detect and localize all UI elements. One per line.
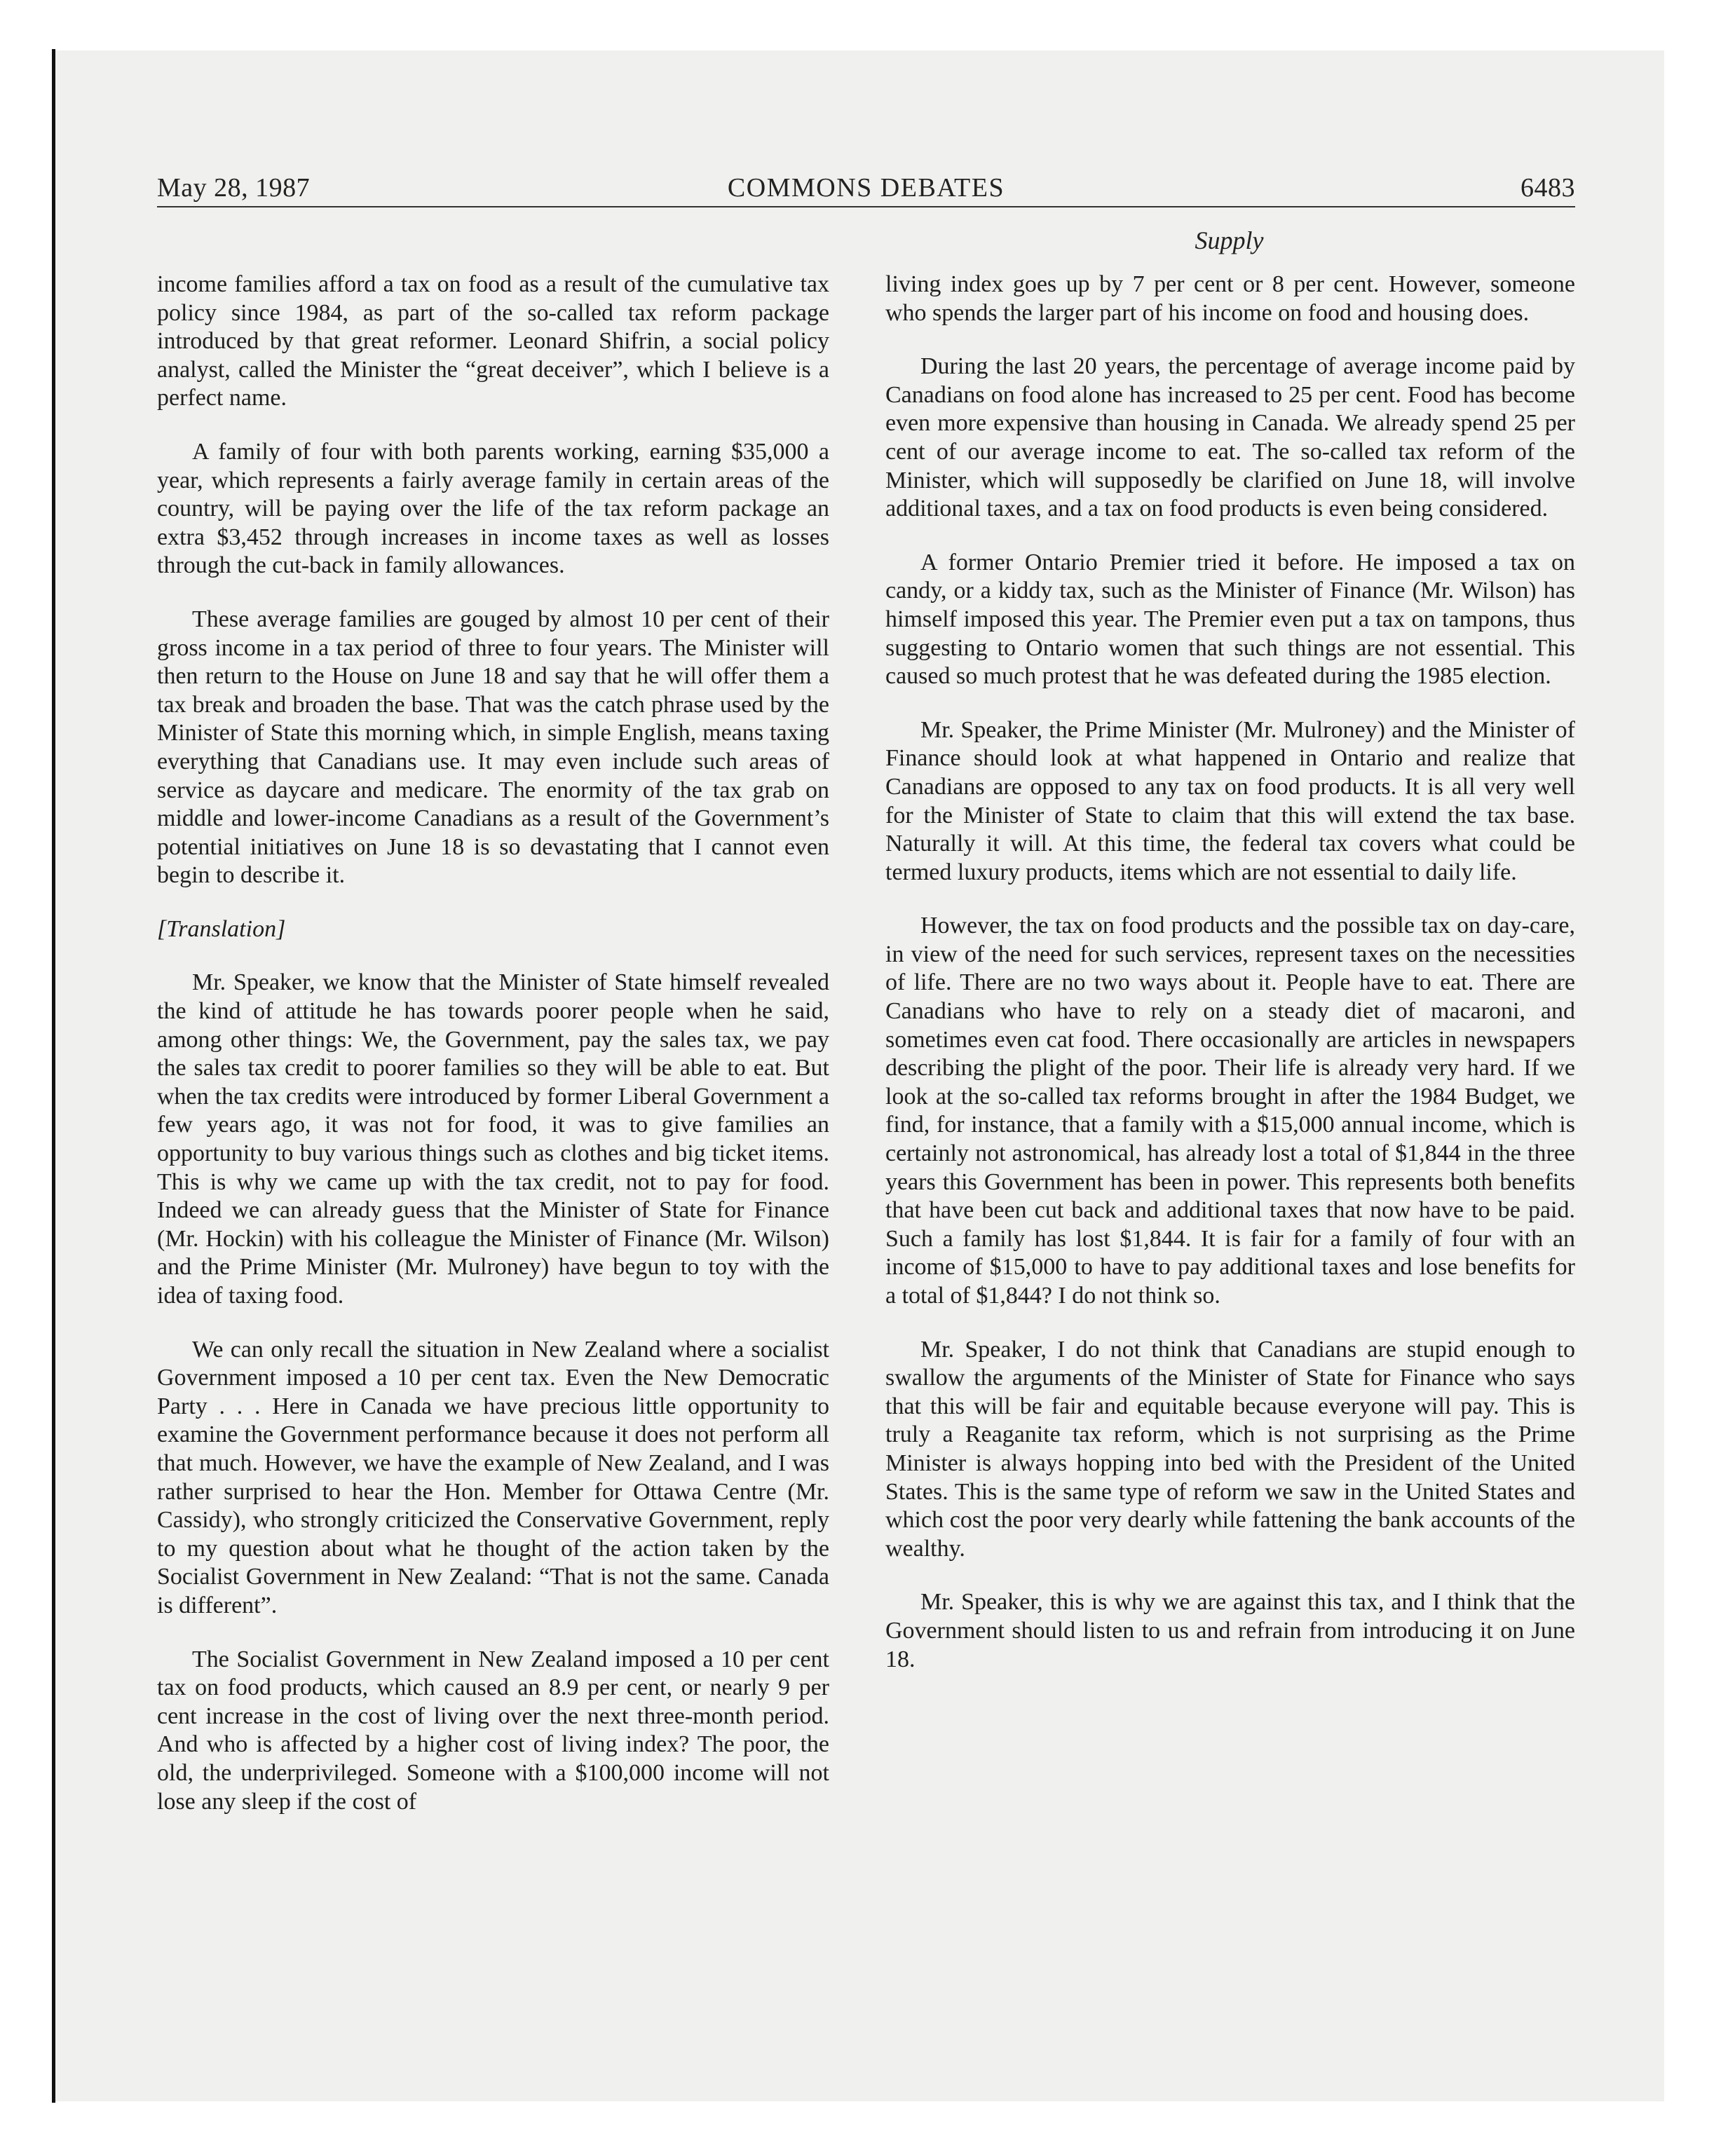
- paragraph: The Socialist Government in New Zealand imposed a 10 per cent tax on food products, which caused an 8.9 per cent, or nearly 9 per cent increase in the cost of living over the next three-month period. And who is affected by a higher cost of living index? The poor, the old, the underprivileged. Someone with a $100,000 income will not lose any sleep if the cost of: [157, 1646, 829, 1815]
- paragraph: However, the tax on food products and the possible tax on day-care, in view of the need for such services, represent taxes on the necessities of life. There are no two ways about it. People have to eat. There are Canadians who have to rely on a steady diet of macaroni, and sometimes even cat food. There occasionally are articles in newspapers describing the plight of the poor. Their life is already very hard. If we look at the so-called tax reforms brought in after the 1984 Budget, we find, for instance, that a family with a $15,000 annual income, which is certainly not astronomical, has already lost a total of $1,844 in the three years this Government has been in power. This represents both benefits that have been cut back and additional taxes that now have to be paid. Such a family has lost $1,844. It is fair for a family of four with an income of $15,000 to have to pay additional taxes and lose benefits for a total of $1,844? I do not think so.: [885, 913, 1575, 1309]
- paragraph: income families afford a tax on food as a result of the cumulative tax policy since 1984, as part of the so-called tax reform package introduced by that great reformer. Leonard Shifrin, a social policy analyst, called the Minister the “great deceiver”, which I believe is a perfect name.: [157, 271, 829, 411]
- header-title: COMMONS DEBATES: [727, 173, 1005, 203]
- paragraph: Mr. Speaker, the Prime Minister (Mr. Mulroney) and the Minister of Finance should look at what happened in Ontario and realize that Canadians are opposed to any tax on food products. It is all very well for the Minister of State to claim that this will extend the tax base. Naturally it will. At this time, the federal tax covers what could be termed luxury products, items which are not essential to daily life.: [885, 716, 1575, 885]
- paragraph: We can only recall the situation in New Zealand where a socialist Government imposed a 10 per cent tax. Even the New Democratic Party . . . Here in Canada we have precious little opportunity to examine the Government performance because it does not perform all that much. However, we have the example of New Zealand, and I was rather surprised to hear the Hon. Member for Ottawa Centre (Mr. Cassidy), who strongly criticized the Conservative Government, reply to my question about what he thought of the action taken by the Socialist Government in New Zealand: “That is not the same. Canada is different”.: [157, 1336, 829, 1618]
- paragraph: Mr. Speaker, we know that the Minister of State himself revealed the kind of attitude he has towards poorer people when he said, among other things: We, the Government, pay the sales tax, we pay the sales tax credit to poorer families so they will be able to eat. But when the tax credits were introduced by former Liberal Government a few years ago, it was not for food, it was to give families an opportunity to buy various things such as clothes and big ticket items. This is why we came up with the tax credit, not to pay for food. Indeed we can already guess that the Minister of State for Finance (Mr. Hockin) with his colleague the Minister of Finance (Mr. Wilson) and the Prime Minister (Mr. Mulroney) have begun to toy with the idea of taxing food.: [157, 969, 829, 1309]
- running-head: Supply: [1195, 226, 1264, 254]
- header-rule: [157, 206, 1575, 207]
- paragraph: A former Ontario Premier tried it before. He imposed a tax on candy, or a kiddy tax, such as the Minister of Finance (Mr. Wilson) has himself imposed this year. The Premier even put a tax on tampons, thus suggesting to Ontario women that such things are not essential. This caused so much protest that he was defeated during the 1985 election.: [885, 549, 1575, 690]
- paragraph: living index goes up by 7 per cent or 8 per cent. However, someone who spends the larger part of his income on food and housing does.: [885, 271, 1575, 326]
- header-page-number: 6483: [1520, 173, 1575, 203]
- paragraph: A family of four with both parents working, earning $35,000 a year, which represents a fairly average family in certain areas of the country, will be paying over the life of the tax reform package an extra $3,452 through increases in income taxes as well as losses through the cut-back in family allowances.: [157, 438, 829, 579]
- paragraph: These average families are gouged by almost 10 per cent of their gross income in a tax period of three to four years. The Minister will then return to the House on June 18 and say that he will offer them a tax break and broaden the base. That was the catch phrase used by the Minister of State this morning which, in simple English, means taxing everything that Canadians use. It may even include such areas of service as daycare and medicare. The enormity of the tax grab on middle and lower-income Canadians as a result of the Government’s potential initiatives on June 18 is so devastating that I cannot even begin to describe it.: [157, 606, 829, 889]
- translation-label: [Translation]: [157, 915, 286, 942]
- page-header: [157, 172, 1575, 207]
- paragraph: During the last 20 years, the percentage of average income paid by Canadians on food alone has increased to 25 per cent. Food has become even more expensive than housing in Canada. We already spend 25 per cent of our average income to eat. The so-called tax reform of the Minister, which will supposedly be clarified on June 18, will involve additional taxes, and a tax on food products is even being considered.: [885, 353, 1575, 522]
- header-date: May 28, 1987: [157, 173, 311, 203]
- right-column: [885, 271, 1575, 1699]
- paragraph: Mr. Speaker, I do not think that Canadians are stupid enough to swallow the arguments of the Minister of State for Finance who says that this will be fair and equitable because everyone will pay. This is truly a Reaganite tax reform, which is not surprising as the Prime Minister is always hopping into bed with the President of the United States. This is the same type of reform we saw in the United States and which cost the poor very dearly while fattening the bank accounts of the wealthy.: [885, 1336, 1575, 1562]
- left-column: [157, 271, 829, 1841]
- paragraph: Mr. Speaker, this is why we are against this tax, and I think that the Government should listen to us and refrain from introducing it on June 18.: [885, 1589, 1575, 1672]
